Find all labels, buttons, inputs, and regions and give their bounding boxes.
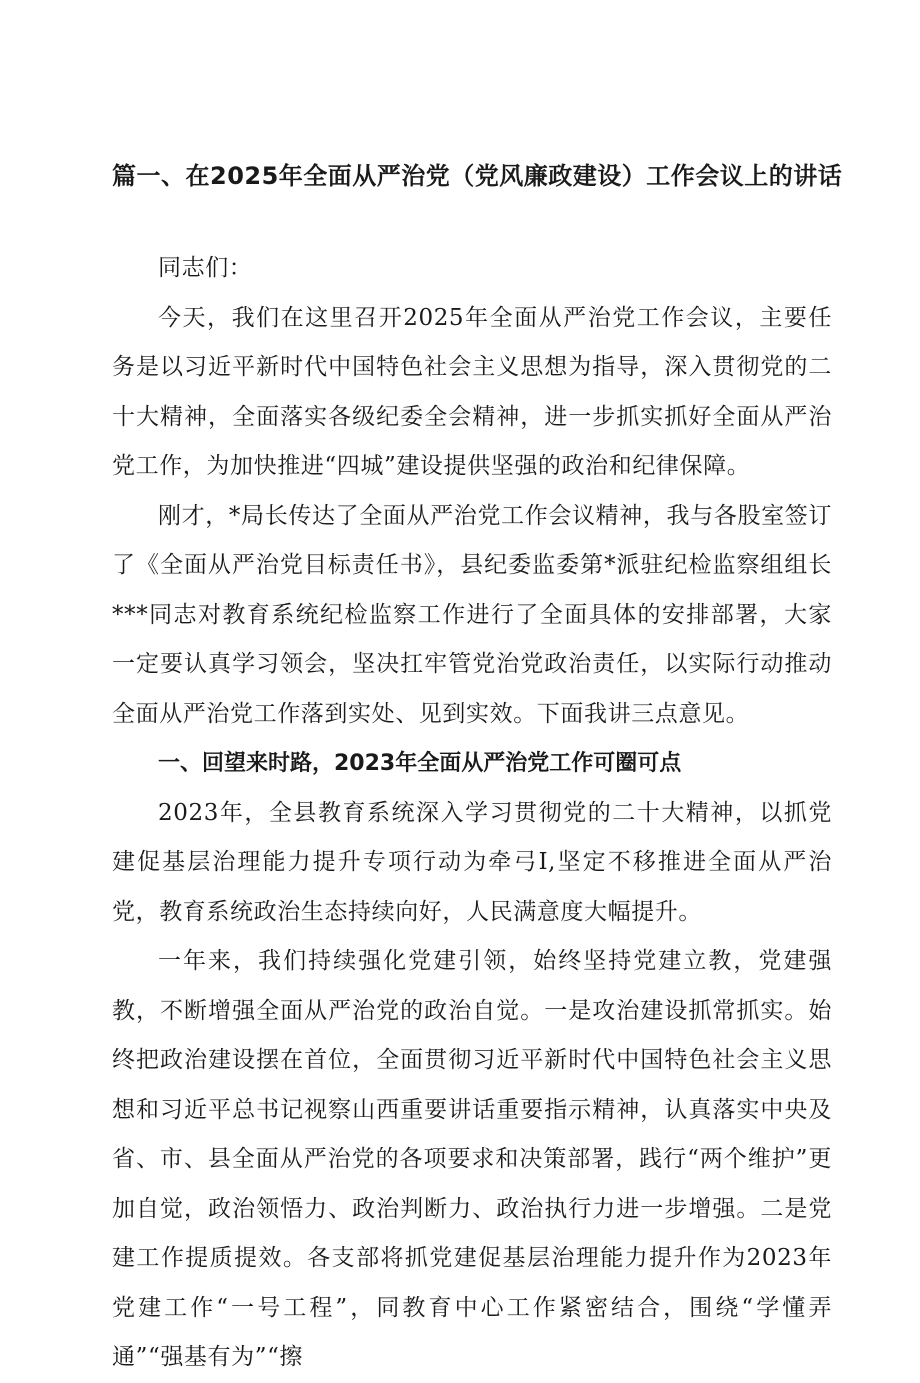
- section-heading: 一、回望来时路，2023年全面从严治党工作可圈可点: [158, 751, 682, 776]
- paragraph-party-building: 一年来，我们持续强化党建引领，始终坚持党建立教，党建强教，不断增强全面从严治党的政治自觉。一是攻治建设抓常抓实。始终把政治建设摆在首位，全面贯彻习近平新时代中国特色社会主义思想和习近平总书记视察山西重要讲话重要指示精神，认真落实中央及省、市、县全面从严治党的各项要求和决策部署，践行“两个维护”更加自觉，政治领悟力、政治判断力、政治执行力进一步增强。二是党建工作提质提效。各支部将抓党建促基层治理能力提升作为2023年党建工作“一号工程”，同教育中心工作紧密结合，围绕“学懂弄通”“强基有为”“擦: [112, 948, 832, 1370]
- paragraph-2023-summary: 2023年，全县教育系统深入学习贯彻党的二十大精神，以抓党建促基层治理能力提升专项行动为牵弓I,坚定不移推进全面从严治党，教育系统政治生态持续向好，人民满意度大幅提升。: [112, 799, 832, 925]
- paragraph-arrangement: 刚才，*局长传达了全面从严治党工作会议精神，我与各股室签订了《全面从严治党目标责任书》，县纪委监委第*派驻纪检监察组组长***同志对教育系统纪检监察工作进行了全面具体的安排部署，大家一定要认真学习领会，坚决扛牢管党治党政治责任，以实际行动推动全面从严治党工作落到实处、见到实效。下面我讲三点意见。: [112, 502, 832, 727]
- document-title: 篇一、在2025年全面从严治党（党风廉政建设）工作会议上的讲话: [112, 162, 843, 190]
- salutation: 同志们：: [158, 255, 253, 281]
- document-body: [112, 244, 832, 1383]
- paragraph-intro: 今天，我们在这里召开2025年全面从严治党工作会议，主要任务是以习近平新时代中国特色社会主义思想为指导，深入贯彻党的二十大精神，全面落实各级纪委全会精神，进一步抓实抓好全面从严治党工作，为加快推进“四城”建设提供坚强的政治和纪律保障。: [112, 304, 832, 479]
